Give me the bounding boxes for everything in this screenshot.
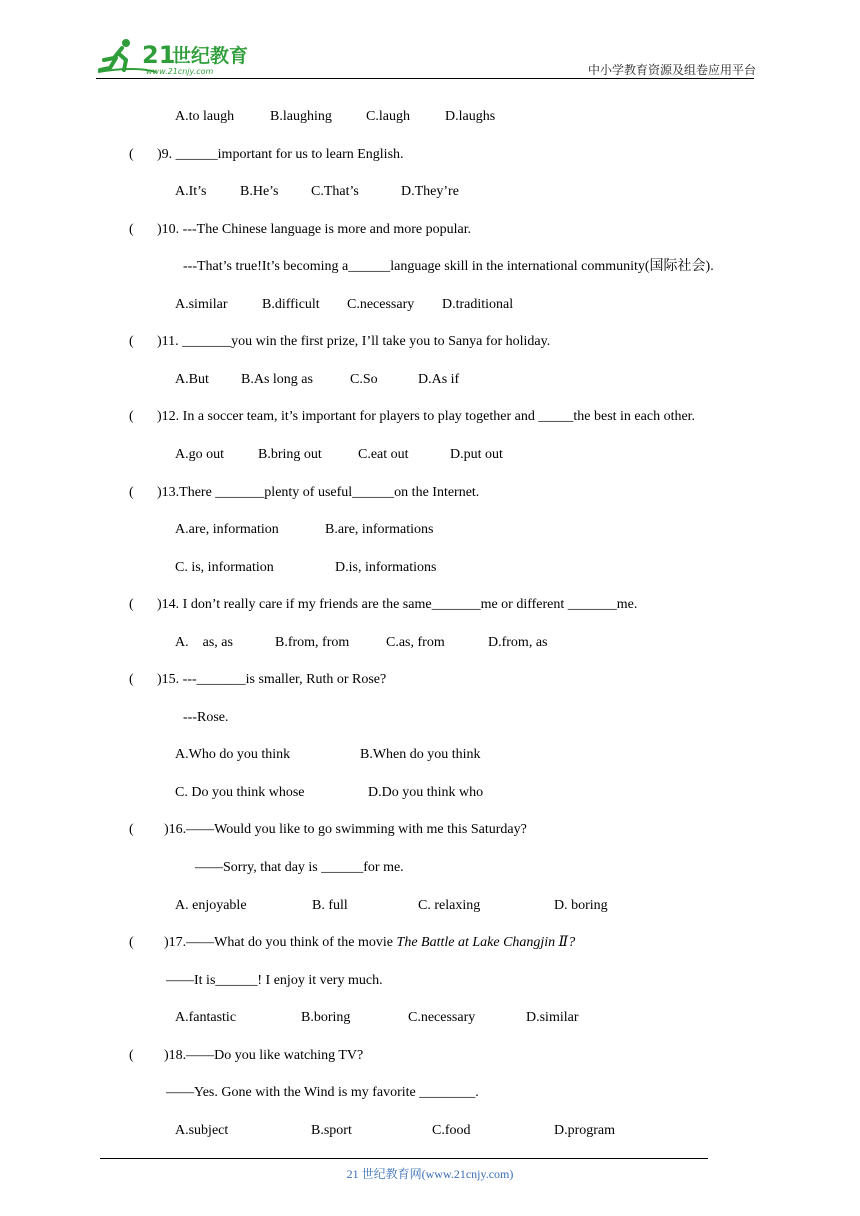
footer-divider bbox=[100, 1158, 708, 1159]
q16-option-b: B. full bbox=[312, 898, 348, 913]
q18-option-c: C.food bbox=[432, 1123, 471, 1138]
q8-option-d: D.laughs bbox=[445, 109, 496, 124]
q8-option-a: A.to laugh bbox=[175, 109, 235, 124]
q17-stem-text: )17.——What do you think of the movie bbox=[164, 935, 397, 950]
q16-reply: ——Sorry, that day is ______for me. bbox=[195, 860, 404, 875]
q12-stem: )12. In a soccer team, it’s important for players to play together and _____the best in each other. bbox=[157, 409, 696, 424]
q11-option-a: A.But bbox=[175, 372, 209, 387]
q14-option-c: C.as, from bbox=[386, 635, 445, 650]
q10-stem: )10. ---The Chinese language is more and more popular. bbox=[157, 222, 472, 237]
q10-answer-paren: ( bbox=[129, 222, 134, 237]
q14-stem: )14. I don’t really care if my friends are the same_______me or different _______me. bbox=[157, 597, 638, 612]
q13-option-d: D.is, informations bbox=[335, 560, 437, 575]
logo-number: 21 bbox=[142, 41, 176, 69]
q10-option-c: C.necessary bbox=[347, 297, 415, 312]
q11-stem: )11. _______you win the first prize, I’ll take you to Sanya for holiday. bbox=[157, 334, 551, 349]
q15-answer-paren: ( bbox=[129, 672, 134, 687]
q10-reply: ---That’s true!It’s becoming a______language skill in the international community(国际社会). bbox=[183, 259, 714, 274]
q13-option-b: B.are, informations bbox=[325, 522, 434, 537]
q17-option-d: D.similar bbox=[526, 1010, 579, 1025]
q18-option-b: B.sport bbox=[311, 1123, 352, 1138]
site-logo bbox=[96, 36, 256, 78]
logo-text: 世纪教育 bbox=[172, 45, 249, 67]
q16-option-c: C. relaxing bbox=[418, 898, 481, 913]
q16-option-a: A. enjoyable bbox=[175, 898, 247, 913]
footer-link[interactable]: 21 世纪教育网(www.21cnjy.com) bbox=[346, 1167, 514, 1181]
q17-reply: ——It is______! I enjoy it very much. bbox=[166, 973, 383, 988]
q9-option-c: C.That’s bbox=[311, 184, 359, 199]
q15-option-d: D.Do you think who bbox=[368, 785, 484, 800]
header-divider bbox=[96, 78, 754, 79]
q18-option-d: D.program bbox=[554, 1123, 616, 1138]
q11-answer-paren: ( bbox=[129, 334, 134, 349]
q11-option-b: B.As long as bbox=[241, 372, 313, 387]
q13-option-c: C. is, information bbox=[175, 560, 274, 575]
q13-stem: )13.There _______plenty of useful______on the Internet. bbox=[157, 485, 480, 500]
q18-stem: )18.——Do you like watching TV? bbox=[164, 1048, 364, 1063]
q14-option-b: B.from, from bbox=[275, 635, 350, 650]
q18-option-a: A.subject bbox=[175, 1123, 229, 1138]
header-slogan: 中小学教育资源及组卷应用平台 bbox=[587, 63, 756, 77]
q14-option-a: A. as, as bbox=[175, 635, 233, 650]
q15-option-c: C. Do you think whose bbox=[175, 785, 305, 800]
q15-option-b: B.When do you think bbox=[360, 747, 481, 762]
q10-option-d: D.traditional bbox=[442, 297, 514, 312]
q9-stem: )9. ______important for us to learn English. bbox=[157, 147, 404, 162]
q11-option-c: C.So bbox=[350, 372, 378, 387]
q10-option-a: A.similar bbox=[175, 297, 228, 312]
q17-option-c: C.necessary bbox=[408, 1010, 476, 1025]
q9-answer-paren: ( bbox=[129, 147, 134, 162]
q9-option-b: B.He’s bbox=[240, 184, 279, 199]
q17-option-a: A.fantastic bbox=[175, 1010, 237, 1025]
q18-answer-paren: ( bbox=[129, 1048, 134, 1063]
q13-answer-paren: ( bbox=[129, 485, 134, 500]
q14-answer-paren: ( bbox=[129, 597, 134, 612]
q17-option-b: B.boring bbox=[301, 1010, 351, 1025]
q15-reply: ---Rose. bbox=[183, 710, 229, 725]
q16-answer-paren: ( bbox=[129, 822, 134, 837]
q9-option-a: A.It’s bbox=[175, 184, 207, 199]
q15-stem: )15. ---_______is smaller, Ruth or Rose? bbox=[157, 672, 387, 687]
q11-option-d: D.As if bbox=[418, 372, 460, 387]
q12-option-c: C.eat out bbox=[358, 447, 409, 462]
q12-option-d: D.put out bbox=[450, 447, 503, 462]
q15-option-a: A.Who do you think bbox=[175, 747, 291, 762]
q8-option-c: C.laugh bbox=[366, 109, 410, 124]
q12-option-a: A.go out bbox=[175, 447, 224, 462]
q17-movie-title: The Battle at Lake Changjin Ⅱ? bbox=[396, 935, 576, 950]
q17-answer-paren: ( bbox=[129, 935, 134, 950]
q18-reply: ——Yes. Gone with the Wind is my favorite ________. bbox=[166, 1085, 479, 1100]
q16-stem: )16.——Would you like to go swimming with me this Saturday? bbox=[164, 822, 527, 837]
q8-option-b: B.laughing bbox=[270, 109, 332, 124]
q12-answer-paren: ( bbox=[129, 409, 134, 424]
q14-option-d: D.from, as bbox=[488, 635, 548, 650]
q16-option-d: D. boring bbox=[554, 898, 608, 913]
q13-option-a: A.are, information bbox=[175, 522, 279, 537]
logo-url: www.21cnjy.com bbox=[146, 67, 214, 76]
q10-option-b: B.difficult bbox=[262, 297, 320, 312]
q12-option-b: B.bring out bbox=[258, 447, 322, 462]
q17-stem bbox=[164, 934, 575, 952]
q9-option-d: D.They’re bbox=[401, 184, 459, 199]
